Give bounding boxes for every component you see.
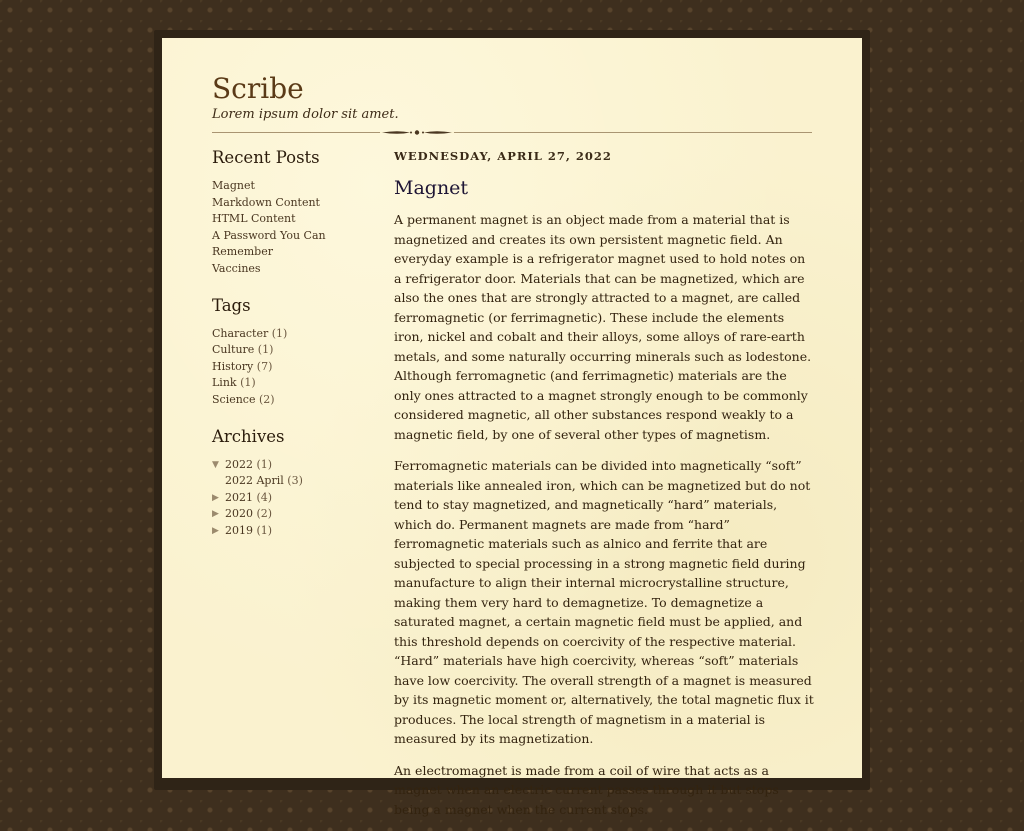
tag-count: (1)	[271, 326, 288, 340]
tag-count: (1)	[240, 376, 256, 390]
archive-count: (4)	[256, 490, 273, 504]
tag-item	[212, 359, 372, 376]
archive-link[interactable]: 2021	[225, 490, 253, 504]
recent-post-link[interactable]: HTML Content	[212, 212, 296, 226]
blog-title[interactable]: Scribe	[212, 72, 304, 105]
tag-link[interactable]: Science	[212, 392, 256, 406]
archive-year-2022	[212, 457, 372, 474]
archive-year-2021	[212, 490, 372, 507]
archive-link[interactable]: 2020	[225, 507, 253, 521]
sidebar	[212, 148, 372, 558]
recent-post-link[interactable]: Vaccines	[212, 261, 261, 275]
tag-item	[212, 326, 372, 343]
blog-header	[212, 72, 812, 122]
tag-count: (7)	[256, 359, 273, 373]
archive-link[interactable]: 2022 April	[225, 474, 284, 488]
blog-description: Lorem ipsum dolor sit amet.	[212, 107, 399, 122]
tag-count: (2)	[258, 392, 275, 406]
recent-post-link[interactable]: Magnet	[212, 179, 255, 192]
paper-background	[162, 38, 862, 817]
recent-posts-list	[212, 178, 372, 278]
archive-year-2020	[212, 506, 372, 523]
archive-link[interactable]: 2022	[225, 457, 253, 471]
post-date: WEDNESDAY, APRIL 27, 2022	[394, 149, 612, 163]
archives-heading: Archives	[212, 426, 285, 446]
tag-link[interactable]: Character	[212, 326, 269, 340]
recent-post-link[interactable]: A Password You Can	[212, 228, 326, 242]
archive-link[interactable]: 2019	[225, 523, 253, 537]
archive-count: (2)	[256, 507, 273, 521]
collapsed-triangle-icon[interactable]: ▶	[212, 492, 219, 503]
archive-year-2019	[212, 523, 372, 540]
tag-link[interactable]: History	[212, 359, 254, 373]
ornament-icon	[380, 129, 454, 136]
tag-link[interactable]: Culture	[212, 343, 255, 357]
tags-heading: Tags	[212, 295, 251, 315]
post-paragraph: A permanent magnet is an object made from a material that is magnetized and creates its own persistent magnetic field. An everyday example is a refrigerator magnet used to hold notes on a refrigerator door. Materials that can be magnetized, which are also the ones that are strongly attracted to a magnet, are called ferromagnetic (or ferrimagnetic). These include the elements iron, nickel and cobalt and their alloys, some alloys of rare-earth metals, and some naturally occurring minerals such as lodestone. Although ferromagnetic (and ferrimagnetic) materials are the only ones attracted to a magnet strongly enough to be commonly considered magnetic, all other substances respond weakly to a magnetic field, by one of several other types of magnetism.	[394, 212, 812, 442]
post-paragraph: Ferromagnetic materials can be divided into magnetically “soft” materials like annealed iron, which can be magnetized but do not tend to stay magnetized, and magnetically “hard” materials, which do. Permanent magnets are made from “hard” ferromagnetic materials such as alnico and ferrite that are subjected to special processing in a strong magnetic field during manufacture to align their internal microcrystalline structure, making them very hard to demagnetize. To demagnetize a saturated magnet, a certain magnetic field must be applied, and this threshold depends on coercivity of the respective material. “Hard” materials have high coercivity, whereas “soft” materials have low coercivity. The overall strength of a magnet is measured by its magnetic moment or, alternatively, the total magnetic flux it produces. The local strength of magnetism in a material is measured by its magnetization.	[394, 458, 814, 746]
tags-list	[212, 326, 372, 409]
tag-item	[212, 392, 372, 409]
collapsed-triangle-icon[interactable]: ▶	[212, 509, 219, 520]
archive-count: (3)	[287, 474, 303, 488]
expanded-triangle-icon[interactable]: ▼	[212, 459, 219, 470]
archive-month-2022-april	[212, 473, 372, 490]
archive-count: (1)	[256, 457, 273, 471]
post-title[interactable]: Magnet	[394, 177, 469, 199]
recent-post-link[interactable]: Markdown Content	[212, 195, 320, 209]
header-divider	[212, 132, 812, 134]
tag-link[interactable]: Link	[212, 376, 237, 390]
collapsed-triangle-icon[interactable]: ▶	[212, 525, 219, 536]
tag-count: (1)	[257, 343, 274, 357]
post-paragraph: An electromagnet is made from a coil of wire that acts as a magnet when an electric current passes through it but stops being a magnet when the current stops.	[394, 762, 779, 817]
recent-post-link[interactable]: Remember	[212, 245, 273, 259]
tag-item	[212, 375, 372, 392]
main-content	[394, 149, 814, 831]
tag-item	[212, 342, 372, 359]
archives-list	[212, 457, 372, 540]
recent-posts-heading: Recent Posts	[212, 148, 320, 167]
archive-count: (1)	[256, 523, 273, 537]
